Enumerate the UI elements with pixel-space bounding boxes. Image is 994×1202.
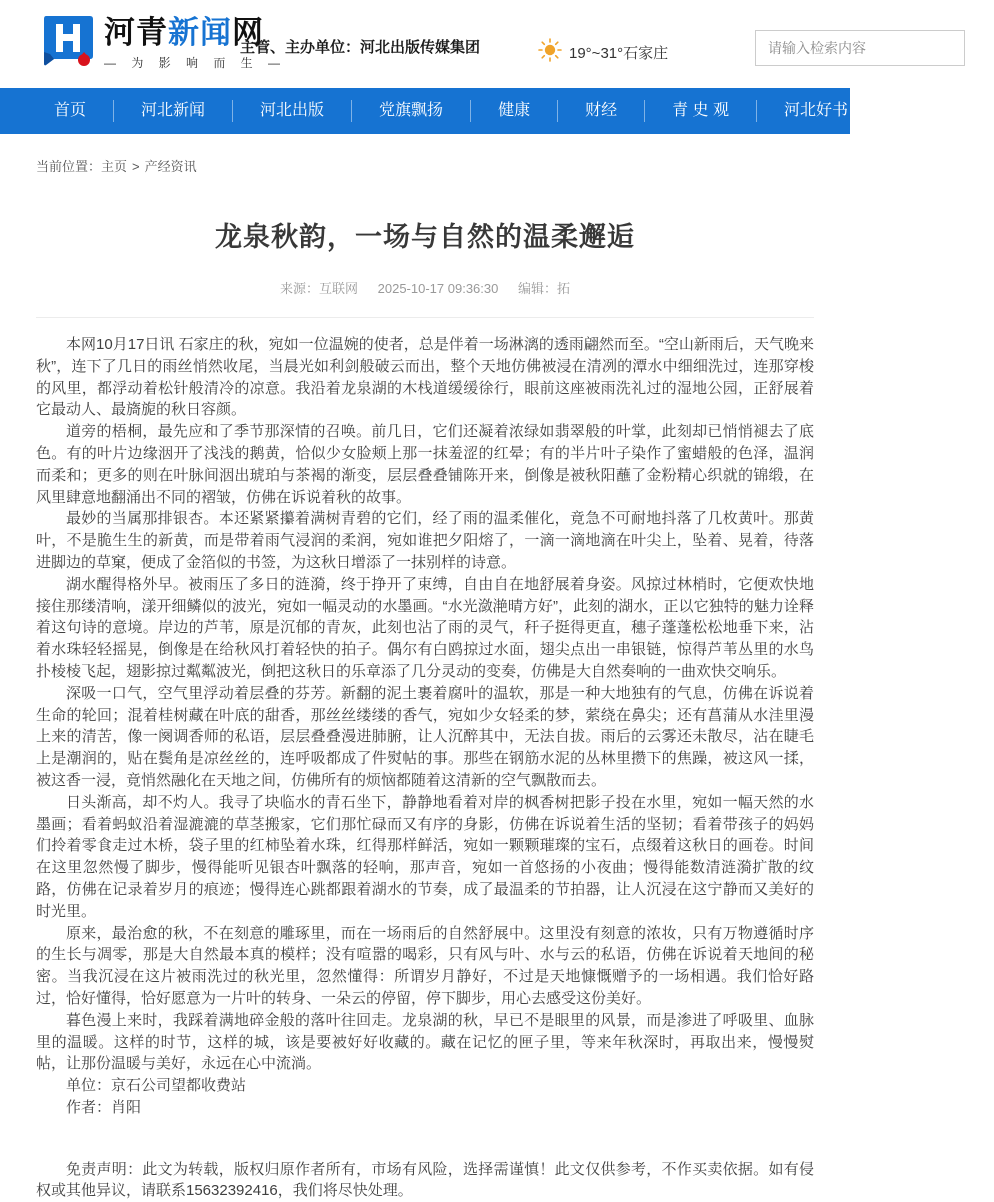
nav-item-hebei-books[interactable]: 河北好书 [756, 100, 875, 122]
breadcrumb-separator: > [132, 159, 140, 174]
logo-name: 河青新闻网 [104, 15, 264, 50]
logo-tagline: — 为 影 响 而 生 — [104, 56, 287, 70]
nav-item-health[interactable]: 健康 [470, 100, 557, 122]
nav-item-party-flag[interactable]: 党旗飘扬 [351, 100, 470, 122]
search-input[interactable] [755, 30, 965, 66]
main-nav [0, 88, 968, 134]
article-paragraph: 湖水醒得格外早。被雨压了多日的涟漪，终于挣开了束缚，自由自在地舒展着身姿。风掠过林梢时，它便欢快地接住那缕清响，漾开细鳞似的波光，宛如一幅灵动的水墨画。“水光潋滟晴方好”，此刻的湖水，正以它独特的魅力诠释着这句诗的意境。岸边的芦苇，原是沉郁的青灰，此刻也沾了雨的灵气，秆子挺得更直，穗子蓬蓬松松地垂下来，沾着水珠轻轻摇晃，倒像是在给秋风打着轻快的拍子。偶尔有白鸥掠过水面，翅尖点出一串银链，惊得芦苇丛里的水鸟扑棱棱飞起，翅影掠过粼粼波光，倒把这秋日的乐章添了几分灵动的变奏，仿佛是大自然奏响的一曲欢快交响乐。 [36, 575, 814, 680]
sponsor-text: 主管、主办单位：河北出版传媒集团 [240, 39, 481, 56]
article-paragraph: 暮色漫上来时，我踩着满地碎金般的落叶往回走。龙泉湖的秋，早已不是眼里的风景，而是渗进了呼吸里、血脉里的温暖。这样的时节，这样的城，该是要被好好收藏的。藏在记忆的匣子里，等来年秋深时，再取出来，慢慢熨帖，让那份温暖与美好，永远在心中流淌。 [36, 1011, 814, 1073]
article-paragraph: 原来，最治愈的秋，不在刻意的雕琢里，而在一场雨后的自然舒展中。这里没有刻意的浓妆，只有万物遵循时序的生长与凋零，那是大自然最本真的模样；没有喧嚣的喝彩，只有风与叶、水与云的私语，仿佛在诉说着天地间的秘密。当我沉浸在这片被雨洗过的秋光里，忽然懂得：所谓岁月静好，不过是天地慷慨赠予的一场相遇。我们恰好路过，恰好懂得，恰好愿意为一片叶的转身、一朵云的停留，停下脚步，用心去感受这份美好。 [36, 924, 814, 1007]
breadcrumb-home-link[interactable]: 主页 [101, 159, 128, 174]
breadcrumb-category-link[interactable]: 产经资讯 [144, 159, 197, 174]
article-editor: 编辑：拓 [517, 281, 570, 296]
article-paragraph: 深吸一口气，空气里浮动着层叠的芬芳。新翻的泥土裹着腐叶的温软，那是一种大地独有的气息，仿佛在诉说着生命的轮回；混着桂树藏在叶底的甜香，那丝丝缕缕的香气，宛如少女轻柔的梦，萦绕在鼻尖；还有菖蒲从水洼里漫上来的清苦，像一阕调香师的私语，层层叠叠漫进肺腑，让人沉醉其中，无法自拔。雨后的云雾还未散尽，沾在睫毛上是潮润的，贴在鬓角是凉丝丝的，连呼吸都成了件熨帖的事。那些在钢筋水泥的丛林里攒下的焦躁，被这风一揉，被这香一浸，竟悄然融化在天地之间，仿佛所有的烦恼都随着这清新的空气飘散而去。 [36, 684, 814, 789]
article-datetime: 2025-10-17 09:36:30 [377, 281, 499, 296]
nav-item-hebei-publishing[interactable]: 河北出版 [232, 100, 351, 122]
heqing-h-logo-icon [40, 12, 96, 75]
search-box [755, 30, 965, 66]
nav-item-hebei-news[interactable]: 河北新闻 [113, 100, 232, 122]
article-meta [36, 278, 814, 318]
article-paragraph: 道旁的梧桐，最先应和了季节那深情的召唤。前几日，它们还凝着浓绿如翡翠般的叶掌，此刻却已悄悄褪去了底色。有的叶片边缘洇开了浅浅的鹅黄，恰似少女脸颊上那一抹羞涩的红晕；有的半片叶子染作了蜜蜡般的色泽，温润而柔和；更多的则在叶脉间洇出琥珀与茶褐的渐变，层层叠叠铺陈开来，倒像是被秋阳蘸了金粉精心织就的锦缎，在风里肆意地翻涌出不同的褶皱，仿佛在诉说着秋的故事。 [36, 423, 814, 506]
article-unit-line: 单位：京石公司望都收费站 [66, 1077, 247, 1095]
article-body [36, 334, 814, 1202]
article-author-line: 作者：肖阳 [66, 1098, 142, 1116]
article-disclaimer: 免责声明：此文为转载，版权归原作者所有，市场有风险，选择需谨慎！此文仅供参考，不作买卖依据。如有侵权或其他异议，请联系15632392416，我们将尽快处理。 [36, 1160, 814, 1200]
article [36, 215, 814, 1202]
breadcrumb-prefix: 当前位置： [36, 159, 102, 174]
site-header [0, 0, 850, 88]
article-paragraph: 最妙的当属那排银杏。本还紧紧攥着满树青碧的它们，经了雨的温柔催化，竟急不可耐地抖落了几枚黄叶。那黄叶，不是脆生生的新黄，而是带着雨气浸润的柔润，宛如谁把夕阳熔了，一滴一滴地滴在叶尖上，坠着、晃着，待落进脚边的草窠，便成了金箔似的书签，为这秋日增添了一抹别样的诗意。 [36, 510, 814, 571]
sun-icon [538, 38, 569, 67]
weather-widget [538, 38, 668, 67]
nav-item-rumor-refute[interactable]: 全民辟谣 [875, 100, 994, 122]
article-title: 龙泉秋韵，一场与自然的温柔邂逅 [215, 222, 635, 252]
weather-text: 19°~31°石家庄 [569, 45, 669, 62]
article-source: 来源：互联网 [280, 281, 359, 296]
nav-item-finance[interactable]: 财经 [557, 100, 644, 122]
article-paragraph: 日头渐高，却不灼人。我寻了块临水的青石坐下，静静地看着对岸的枫香树把影子投在水里，宛如一幅天然的水墨画；看着蚂蚁沿着湿漉漉的草茎搬家，它们那忙碌而又有序的身影，仿佛在诉说着生活的坚韧；看着带孩子的妈妈们拎着零食走过木桥，袋子里的红柿坠着水珠，红得那样鲜活，宛如一颗颗璀璨的宝石，点缀着这秋日的画卷。时间在这里忽然慢了脚步，慢得能听见银杏叶飘落的轻响，那声音，宛如一首悠扬的小夜曲；慢得能数清涟漪扩散的纹路，仿佛在记录着岁月的痕迹；慢得连心跳都跟着湖水的节奏，成了最温柔的节拍器，让人沉浸在这宁静而又美好的时光里。 [36, 793, 814, 920]
article-paragraph: 本网10月17日讯 石家庄的秋，宛如一位温婉的使者，总是伴着一场淋漓的透雨翩然而至。“空山新雨后，天气晚来秋”，连下了几日的雨丝悄然收尾，当晨光如利剑般破云而出，整个天地仿佛被浸在清冽的潭水中细细洗过，连那穿梭的风里，都浮动着松针般清冷的凉意。我沿着龙泉湖的木栈道缓缓徐行，眼前这座被雨洗礼过的湿地公园，正舒展着它最动人、最旖旎的秋日容颜。 [36, 336, 814, 419]
breadcrumb [36, 134, 814, 175]
nav-item-history-view[interactable]: 青 史 观 [644, 100, 756, 122]
nav-item-home[interactable]: 首页 [54, 102, 87, 119]
